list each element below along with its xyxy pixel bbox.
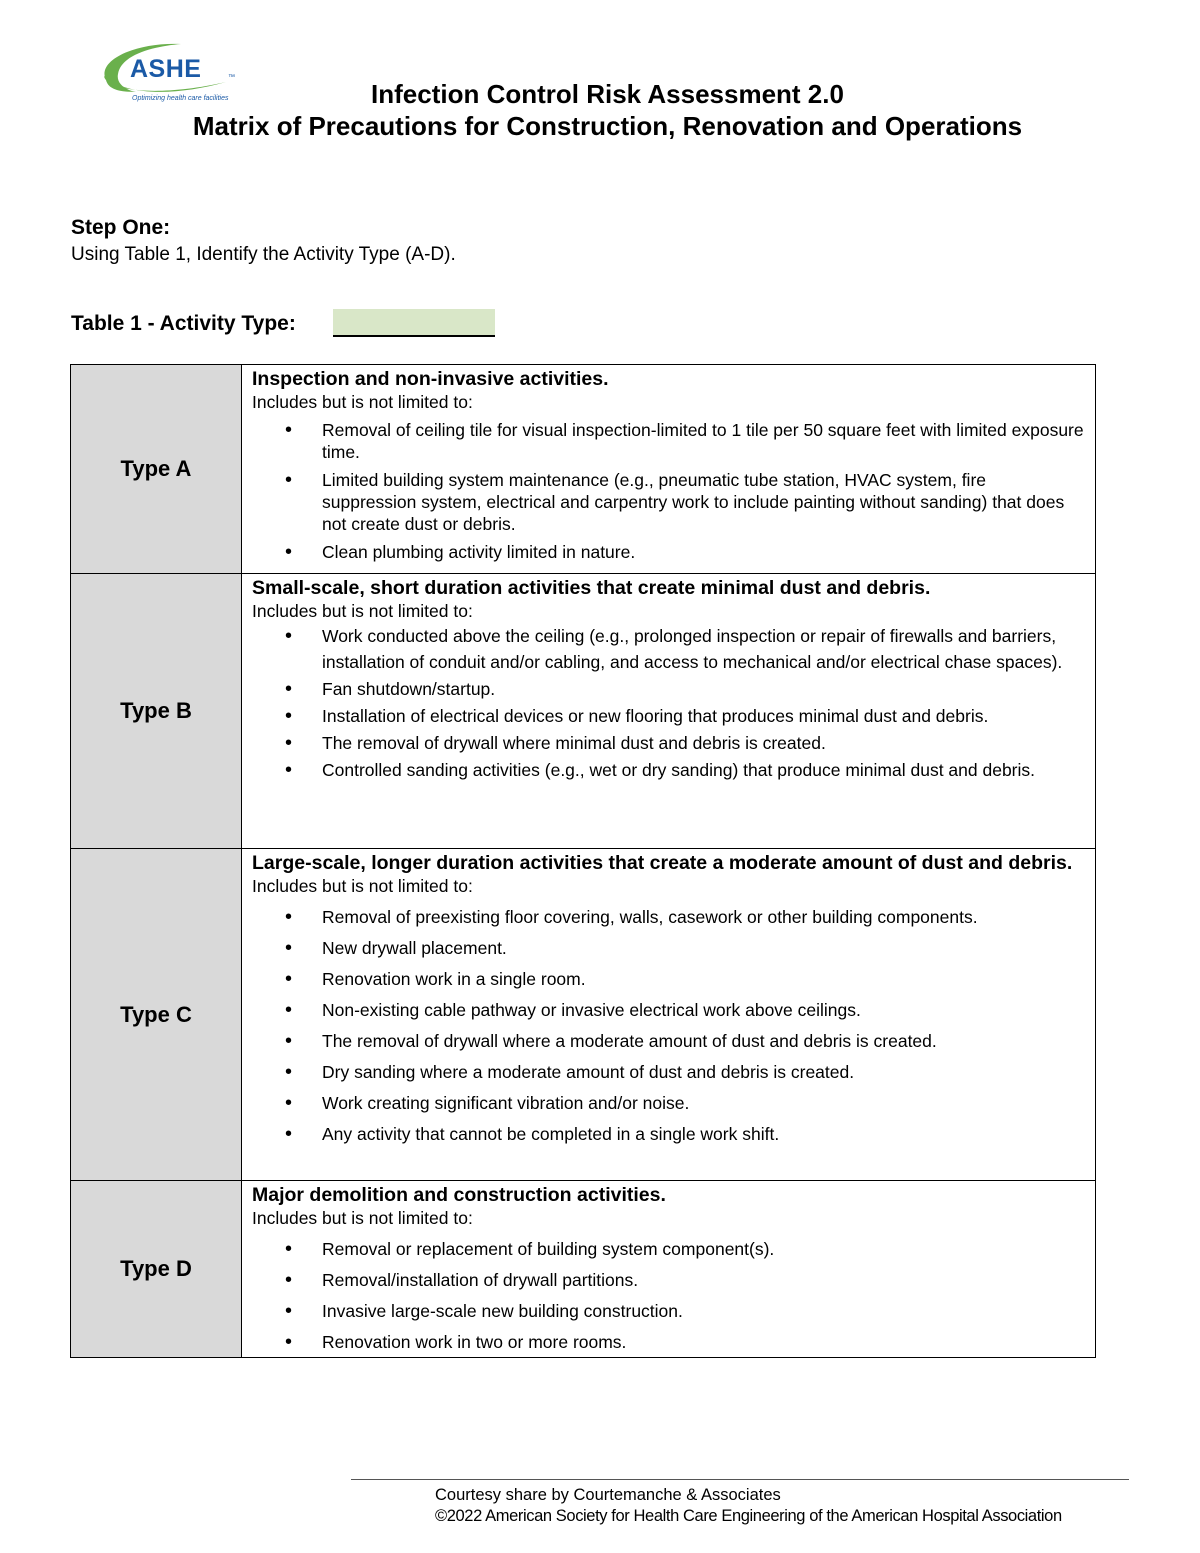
logo-tagline: Optimizing health care facilities — [132, 95, 229, 102]
list-item: • Clean plumbing activity limited in nature. — [252, 541, 1085, 563]
list-item: • Non-existing cable pathway or invasive electrical work above ceilings. — [252, 999, 1085, 1021]
list-item: • The removal of drywall where a moderate amount of dust and debris is created. — [252, 1030, 1085, 1052]
list-item: • Limited building system maintenance (e.g., pneumatic tube station, HVAC system, fire suppression system, electrical and carpentry work to include painting without sanding) that does not create dust or debris. — [252, 469, 1085, 535]
list-item: • Removal of ceiling tile for visual inspection-limited to 1 tile per 50 square feet with limited exposure time. — [252, 419, 1085, 463]
list-item: • The removal of drywall where minimal dust and debris is created. — [252, 730, 1085, 756]
type-intro: Includes but is not limited to: — [252, 601, 473, 621]
footer-copyright: ©2022 American Society for Health Care Engineering of the American Hospital Association — [435, 1507, 1062, 1525]
type-description — [242, 849, 1096, 1181]
table-row-type-a — [71, 365, 1096, 574]
list-item: • Controlled sanding activities (e.g., wet or dry sanding) that produce minimal dust and debris. — [252, 757, 1085, 783]
page-subtitle: Matrix of Precautions for Construction, Renovation and Operations — [192, 111, 1023, 141]
step-one-instruction: Using Table 1, Identify the Activity Type (A-D). — [71, 244, 456, 265]
type-description — [242, 574, 1096, 849]
type-description — [242, 365, 1096, 574]
activity-list — [252, 623, 1085, 783]
type-label: Type C — [71, 849, 242, 1181]
footer-courtesy: Courtesy share by Courtemanche & Associates — [435, 1486, 781, 1504]
page-title: Infection Control Risk Assessment 2.0 — [371, 79, 844, 109]
type-title: Inspection and non-invasive activities. — [252, 368, 609, 390]
type-title: Large-scale, longer duration activities that create a moderate amount of dust and debris. — [252, 852, 1073, 874]
list-item: • Dry sanding where a moderate amount of dust and debris is created. — [252, 1061, 1085, 1083]
table-row-type-b — [71, 574, 1096, 849]
table-row-type-c — [71, 849, 1096, 1181]
list-item: • Removal/installation of drywall partitions. — [252, 1269, 1085, 1291]
logo-trademark: ™ — [228, 74, 235, 81]
type-title: Major demolition and construction activities. — [252, 1184, 666, 1206]
footer-divider — [351, 1479, 1129, 1480]
step-one-heading: Step One: — [71, 216, 171, 239]
type-label: Type D — [71, 1181, 242, 1358]
list-item: • Installation of electrical devices or new flooring that produces minimal dust and debris. — [252, 703, 1085, 729]
activity-type-input-field[interactable] — [333, 309, 495, 337]
logo-text: ASHE — [130, 55, 202, 83]
list-item: • Renovation work in a single room. — [252, 968, 1085, 990]
type-label: Type B — [71, 574, 242, 849]
type-label: Type A — [71, 365, 242, 574]
list-item: • Removal or replacement of building system component(s). — [252, 1238, 1085, 1260]
type-intro: Includes but is not limited to: — [252, 392, 473, 412]
activity-type-table — [70, 364, 1096, 1358]
type-intro: Includes but is not limited to: — [252, 876, 473, 896]
list-item: • Any activity that cannot be completed in a single work shift. — [252, 1123, 1085, 1145]
list-item: • Fan shutdown/startup. — [252, 676, 1085, 702]
list-item: • New drywall placement. — [252, 937, 1085, 959]
table-row-type-d — [71, 1181, 1096, 1358]
table1-heading: Table 1 - Activity Type: — [71, 312, 296, 335]
activity-list — [252, 419, 1085, 563]
type-description — [242, 1181, 1096, 1358]
type-intro: Includes but is not limited to: — [252, 1208, 473, 1228]
list-item: • Removal of preexisting floor covering, walls, casework or other building components. — [252, 906, 1085, 928]
activity-list — [252, 1238, 1085, 1353]
activity-list — [252, 906, 1085, 1145]
type-title: Small-scale, short duration activities that create minimal dust and debris. — [252, 577, 931, 599]
list-item: • Renovation work in two or more rooms. — [252, 1331, 1085, 1353]
list-item: • Invasive large-scale new building construction. — [252, 1300, 1085, 1322]
list-item: • Work conducted above the ceiling (e.g., prolonged inspection or repair of firewalls and barriers, installation of conduit and/or cabling, and access to mechanical and/or electrical chase spaces). — [252, 623, 1085, 675]
list-item: • Work creating significant vibration and/or noise. — [252, 1092, 1085, 1114]
